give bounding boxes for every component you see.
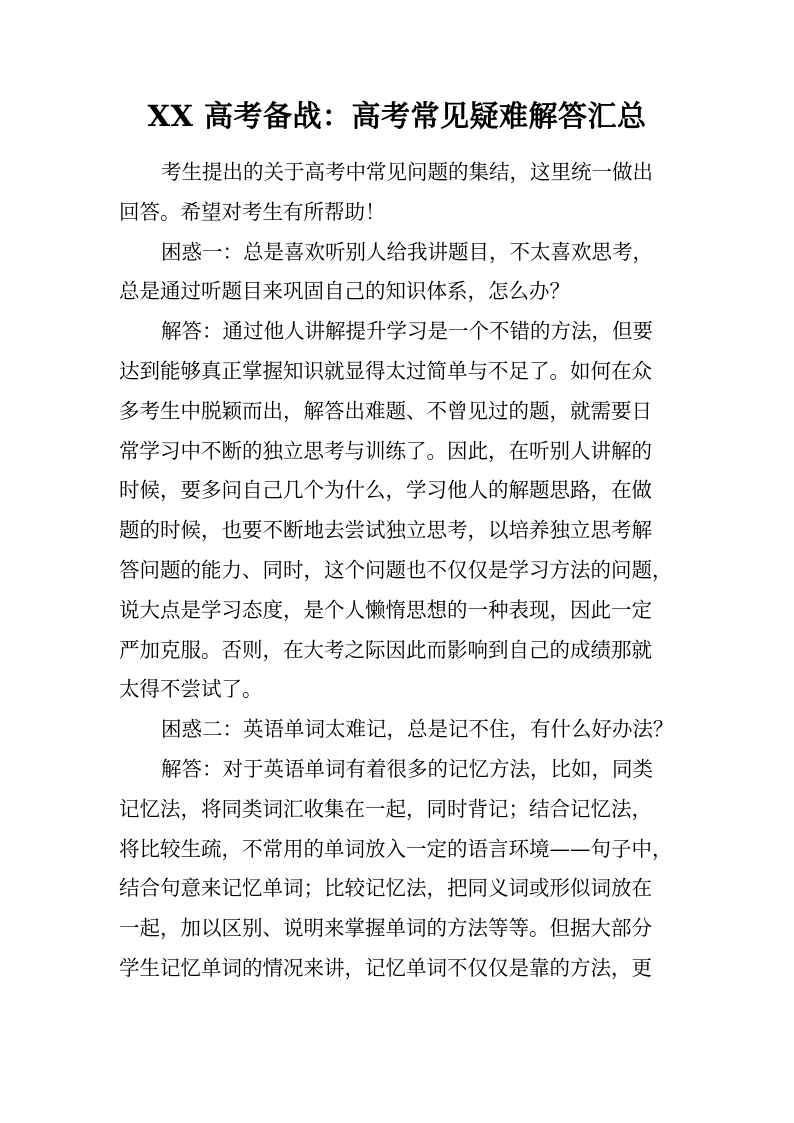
text-line: 题的时候，也要不断地去尝试独立思考，以培养独立思考解 — [119, 518, 652, 543]
paragraph-question-2 — [119, 710, 691, 750]
text-line: 答问题的能力、同时，这个问题也不仅仅是学习方法的问题， — [119, 557, 673, 582]
text-line: 困惑一：总是喜欢听别人给我讲题目，不太喜欢思考， — [161, 239, 653, 264]
text-line: 说大点是学习态度，是个人懒惰思想的一种表现，因此一定 — [119, 597, 652, 622]
text-line: 一起，加以区别、说明来掌握单词的方法等等。但据大部分 — [119, 916, 652, 941]
text-line: 常学习中不断的独立思考与训练了。因此，在听别人讲解的 — [119, 438, 652, 463]
text-line: 记忆法，将同类词汇收集在一起，同时背记；结合记忆法， — [119, 796, 652, 821]
document-title: XX 高考备战：高考常见疑难解答汇总 — [147, 99, 647, 133]
text-line: 太得不尝试了。 — [119, 677, 263, 702]
text-line: 将比较生疏，不常用的单词放入一定的语言环境——句子中， — [119, 836, 673, 861]
text-line: 达到能够真正掌握知识就显得太过简单与不足了。如何在众 — [119, 358, 652, 383]
document-body — [119, 153, 691, 989]
text-line: 解答：对于英语单词有着很多的记忆方法，比如，同类 — [161, 756, 653, 781]
text-line: 考生提出的关于高考中常见问题的集结，这里统一做出 — [161, 160, 653, 184]
text-line: 多考生中脱颖而出，解答出难题、不曾见过的题，就需要日 — [119, 398, 652, 423]
text-line: 严加克服。否则，在大考之际因此而影响到自己的成绩那就 — [119, 637, 652, 662]
paragraph-question-1 — [119, 233, 691, 313]
text-line: 解答：通过他人讲解提升学习是一个不错的方法，但要 — [161, 319, 653, 344]
text-line: 总是通过听题目来巩固自己的知识体系，怎么办？ — [119, 279, 570, 304]
paragraph-answer-2 — [119, 750, 691, 989]
text-line: 困惑二：英语单词太难记，总是记不住，有什么好办法？ — [161, 717, 674, 742]
text-line: 时候，要多问自己几个为什么，学习他人的解题思路，在做 — [119, 478, 652, 503]
text-line: 结合句意来记忆单词；比较记忆法，把同义词或形似词放在 — [119, 876, 652, 901]
paragraph-intro — [119, 153, 691, 233]
paragraph-answer-1 — [119, 312, 691, 710]
text-line: 回答。希望对考生有所帮助！ — [119, 199, 386, 224]
text-line: 学生记忆单词的情况来讲，记忆单词不仅仅是靠的方法，更 — [119, 955, 652, 980]
